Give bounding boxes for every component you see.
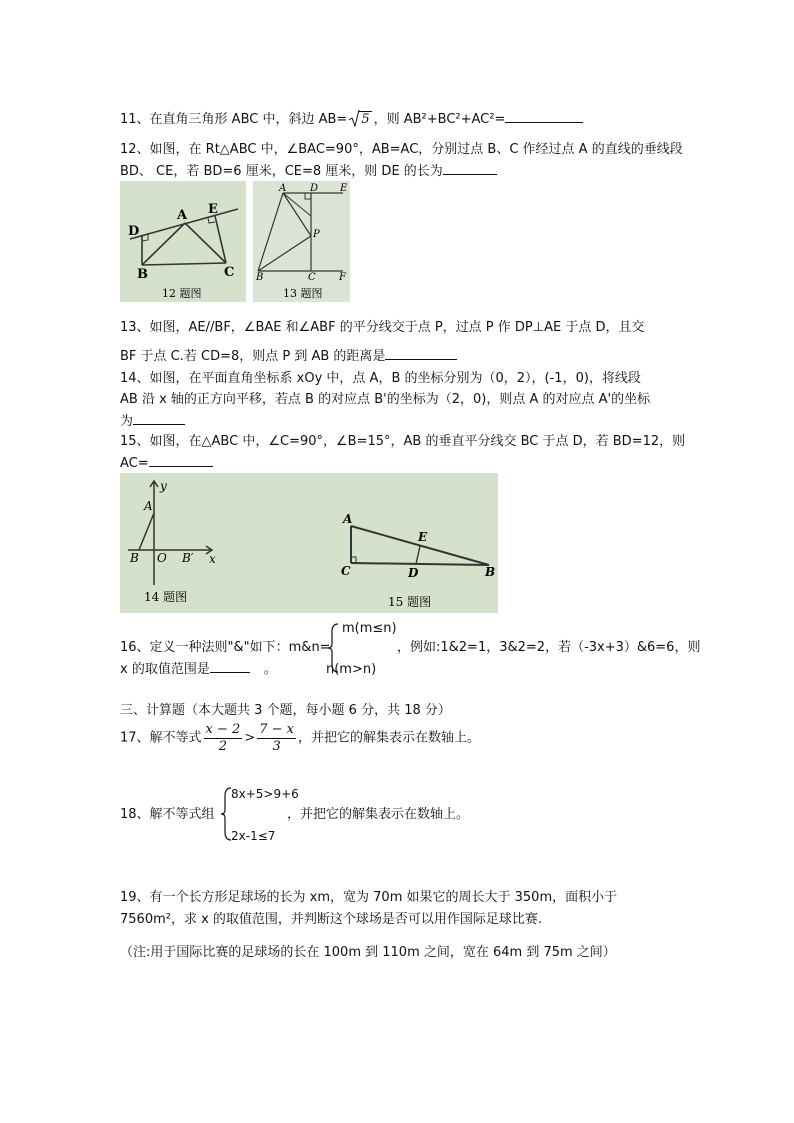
label-d: D (408, 566, 419, 580)
question-15-line-1: 15、如图，在△ABC 中，∠C=90°，∠B=15°，AB 的垂直平分线交 BC 于点 D，若 BD=12，则 (120, 434, 686, 449)
question-18-prefix: 18、解不等式组 (120, 807, 215, 822)
question-14-line-1: 14、如图，在平面直角坐标系 xOy 中，点 A，B 的坐标分别为（0，2），(-1，0)，将线段 (120, 371, 641, 386)
figure-13-diagram (253, 181, 350, 302)
question-13-line-1: 13、如图，AE//BF，∠BAE 和∠ABF 的平分线交于点 P，过点 P 作 DP⊥AE 于点 D，且交 (120, 320, 645, 335)
case-2: n(m>n) (326, 662, 377, 677)
label-b: B (130, 551, 139, 565)
fraction-2: $\frac{7 - x}{3}$ (259, 722, 294, 754)
label-b-prime: B′ (182, 551, 194, 565)
label-e: E (208, 202, 218, 217)
answer-blank (505, 110, 583, 123)
label-c: C (308, 272, 316, 283)
label-b: B (256, 272, 264, 283)
question-18-suffix: ，并把它的解集表示在数轴上。 (287, 807, 470, 822)
answer-blank (210, 660, 250, 673)
figure-12 (120, 181, 246, 302)
figure-caption: 13 题图 (283, 287, 323, 300)
label-e: E (340, 183, 348, 194)
question-19-line-2: 7560m²，求 x 的取值范围，并判断这个球场是否可以用作国际足球比赛. (120, 912, 543, 927)
question-11: 11、在直角三角形 ABC 中，斜边 AB= 5 ，则 AB²+BC²+AC²= (120, 110, 583, 129)
figure-14-caption: 14 题图 (144, 590, 188, 604)
question-14-line-3: 为 (120, 412, 185, 431)
label-d: D (128, 224, 140, 239)
label-d: D (310, 183, 319, 194)
fraction-1: $\frac{x - 2}{2}$ (205, 722, 241, 754)
case-1: m(m≤n) (342, 621, 397, 636)
section-3-heading: 三、计算题（本大题共 3 个题，每小题 6 分，共 18 分） (120, 703, 451, 718)
answer-blank (149, 454, 213, 467)
question-19-note: （注:用于国际比赛的足球场的长在 100m 到 110m 之间，宽在 64m 到 75m 之间） (120, 945, 616, 960)
question-16-line-1: 16、定义一种法则"&"如下：m&n= (120, 640, 331, 655)
sqrt-expression: 5 (349, 111, 371, 129)
label-a: A (343, 512, 353, 526)
question-13-line-2: BF 于点 C.若 CD=8，则点 P 到 AB 的距离是 (120, 347, 457, 366)
label-p: P (313, 229, 320, 240)
label-y: y (160, 479, 167, 493)
label-f: F (339, 272, 346, 283)
question-12-line-1: 12、如图，在 Rt△ABC 中，∠BAC=90°，AB=AC，分别过点 B、C 作经过点 A 的直线的垂线段 (120, 142, 683, 157)
figure-caption: 12 题图 (162, 287, 202, 300)
label-b: B (137, 267, 148, 282)
figure-14-15-diagram (120, 473, 498, 613)
figure-12-diagram (120, 181, 246, 302)
inequality-1: 8x+5>9+6 (231, 787, 299, 801)
label-b: B (485, 565, 496, 579)
label-o: O (157, 551, 167, 565)
question-15-line-2: AC= (120, 454, 213, 473)
figure-13 (253, 181, 350, 302)
question-12-line-2: BD、 CE，若 BD=6 厘米，CE=8 厘米，则 DE 的长为 (120, 162, 497, 181)
question-14-line-2: AB 沿 x 轴的正方向平移，若点 B 的对应点 B'的坐标为（2，0)，则点 A 的对应点 A'的坐标 (120, 392, 651, 407)
label-c: C (341, 564, 351, 578)
question-19-line-1: 19、有一个长方形足球场的长为 xm，宽为 70m 如果它的周长大于 350m，面积小于 (120, 890, 618, 905)
label-x: x (209, 552, 216, 566)
label-e: E (418, 530, 428, 544)
answer-blank (443, 162, 497, 175)
question-17: 17、解不等式 $\frac{x - 2}{2}$ > $\frac{7 - x}{3}$ ，并把它的解集表示在数轴上。 (120, 722, 480, 754)
answer-blank (385, 347, 457, 360)
label-a: A (177, 208, 188, 223)
answer-blank (133, 412, 185, 425)
figure-15-caption: 15 题图 (388, 595, 432, 609)
label-c: C (224, 265, 235, 280)
question-16-suffix: ，例如:1&2=1，3&2=2，若（-3x+3）&6=6，则 (397, 640, 701, 655)
inequality-2: 2x-1≤7 (231, 829, 276, 843)
question-16-line-2: x 的取值范围是 。 (120, 662, 277, 677)
label-a: A (144, 499, 153, 513)
label-a: A (279, 183, 287, 194)
figure-14-15 (120, 473, 498, 613)
